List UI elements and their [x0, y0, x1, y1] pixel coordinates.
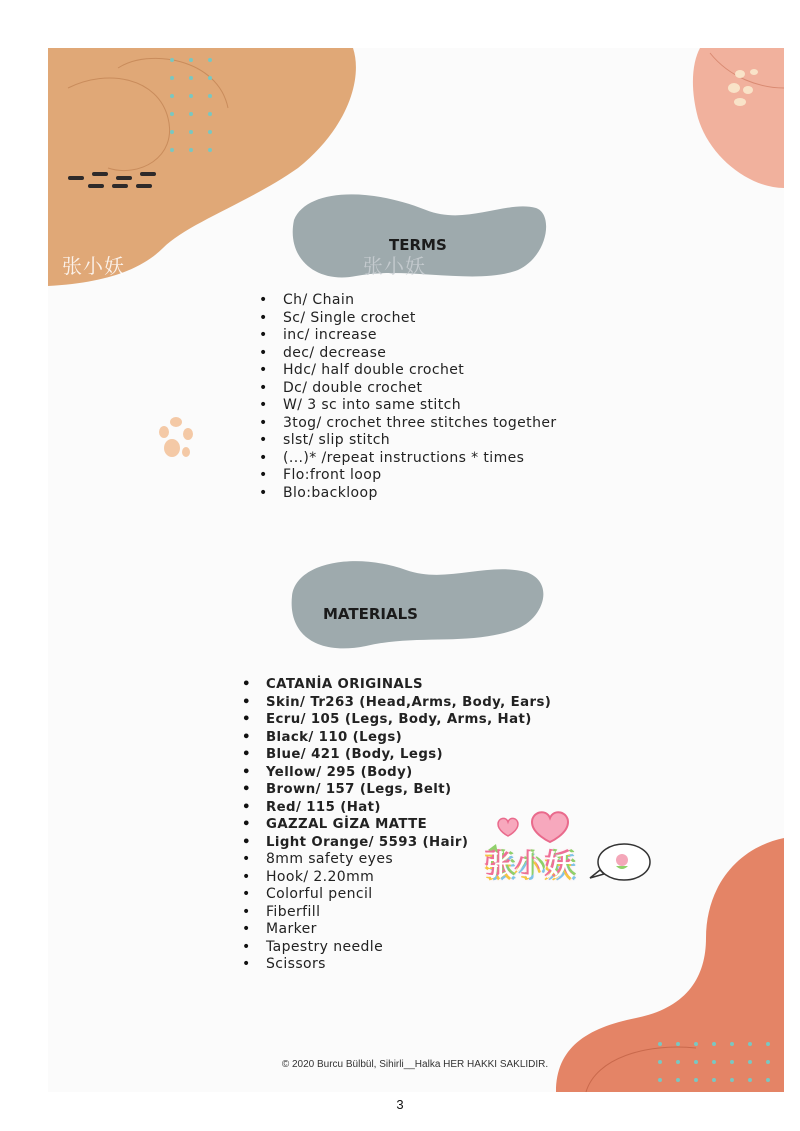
copyright-footer: © 2020 Burcu Bülbül, Sihirli__Halka HER HAKKI SAKLIDIR. [281, 1059, 549, 1070]
page-number: 3 [396, 1097, 404, 1112]
bottom-right-decorative-blob [556, 838, 784, 1092]
materials-heading: MATERIALS [323, 605, 418, 623]
list-item: • Dc/ double crochet [283, 380, 557, 398]
list-item: • CATANİA ORIGINALS [266, 676, 551, 694]
list-item: • dec/ decrease [283, 345, 557, 363]
list-item: • 3tog/ crochet three stitches together [283, 415, 557, 433]
terms-list [283, 292, 557, 502]
list-item: • 8mm safety eyes [266, 851, 551, 869]
list-item: • Fiberfill [266, 904, 551, 922]
top-right-decorative-blob [690, 48, 784, 188]
list-item: • GAZZAL GİZA MATTE [266, 816, 551, 834]
watermark-text: 张小妖 [363, 254, 426, 278]
list-item: • Light Orange/ 5593 (Hair) [266, 834, 551, 852]
list-item: • W/ 3 sc into same stitch [283, 397, 557, 415]
list-item: • Blue/ 421 (Body, Legs) [266, 746, 551, 764]
sticker-text: 张小妖 [486, 849, 577, 882]
list-item: • slst/ slip stitch [283, 432, 557, 450]
list-item: • Flo:front loop [283, 467, 557, 485]
list-item: • Colorful pencil [266, 886, 551, 904]
terms-heading: TERMS [389, 236, 447, 254]
list-item: • Ch/ Chain [283, 292, 557, 310]
list-item: • Ecru/ 105 (Legs, Body, Arms, Hat) [266, 711, 551, 729]
list-item: • Black/ 110 (Legs) [266, 729, 551, 747]
list-item: • Red/ 115 (Hat) [266, 799, 551, 817]
list-item: • inc/ increase [283, 327, 557, 345]
list-item: • Brown/ 157 (Legs, Belt) [266, 781, 551, 799]
list-item: • Blo:backloop [283, 485, 557, 503]
list-item: • Marker [266, 921, 551, 939]
watermark-text: 张小妖 [62, 254, 125, 278]
list-item: • Hook/ 2.20mm [266, 869, 551, 887]
list-item: • Skin/ Tr263 (Head,Arms, Body, Ears) [266, 694, 551, 712]
list-item: • Scissors [266, 956, 551, 974]
paw-decoration-icon [152, 412, 198, 464]
list-item: • (...)* /repeat instructions * times [283, 450, 557, 468]
list-item: • Sc/ Single crochet [283, 310, 557, 328]
list-item: • Tapestry needle [266, 939, 551, 957]
list-item: • Yellow/ 295 (Body) [266, 764, 551, 782]
list-item: • Hdc/ half double crochet [283, 362, 557, 380]
